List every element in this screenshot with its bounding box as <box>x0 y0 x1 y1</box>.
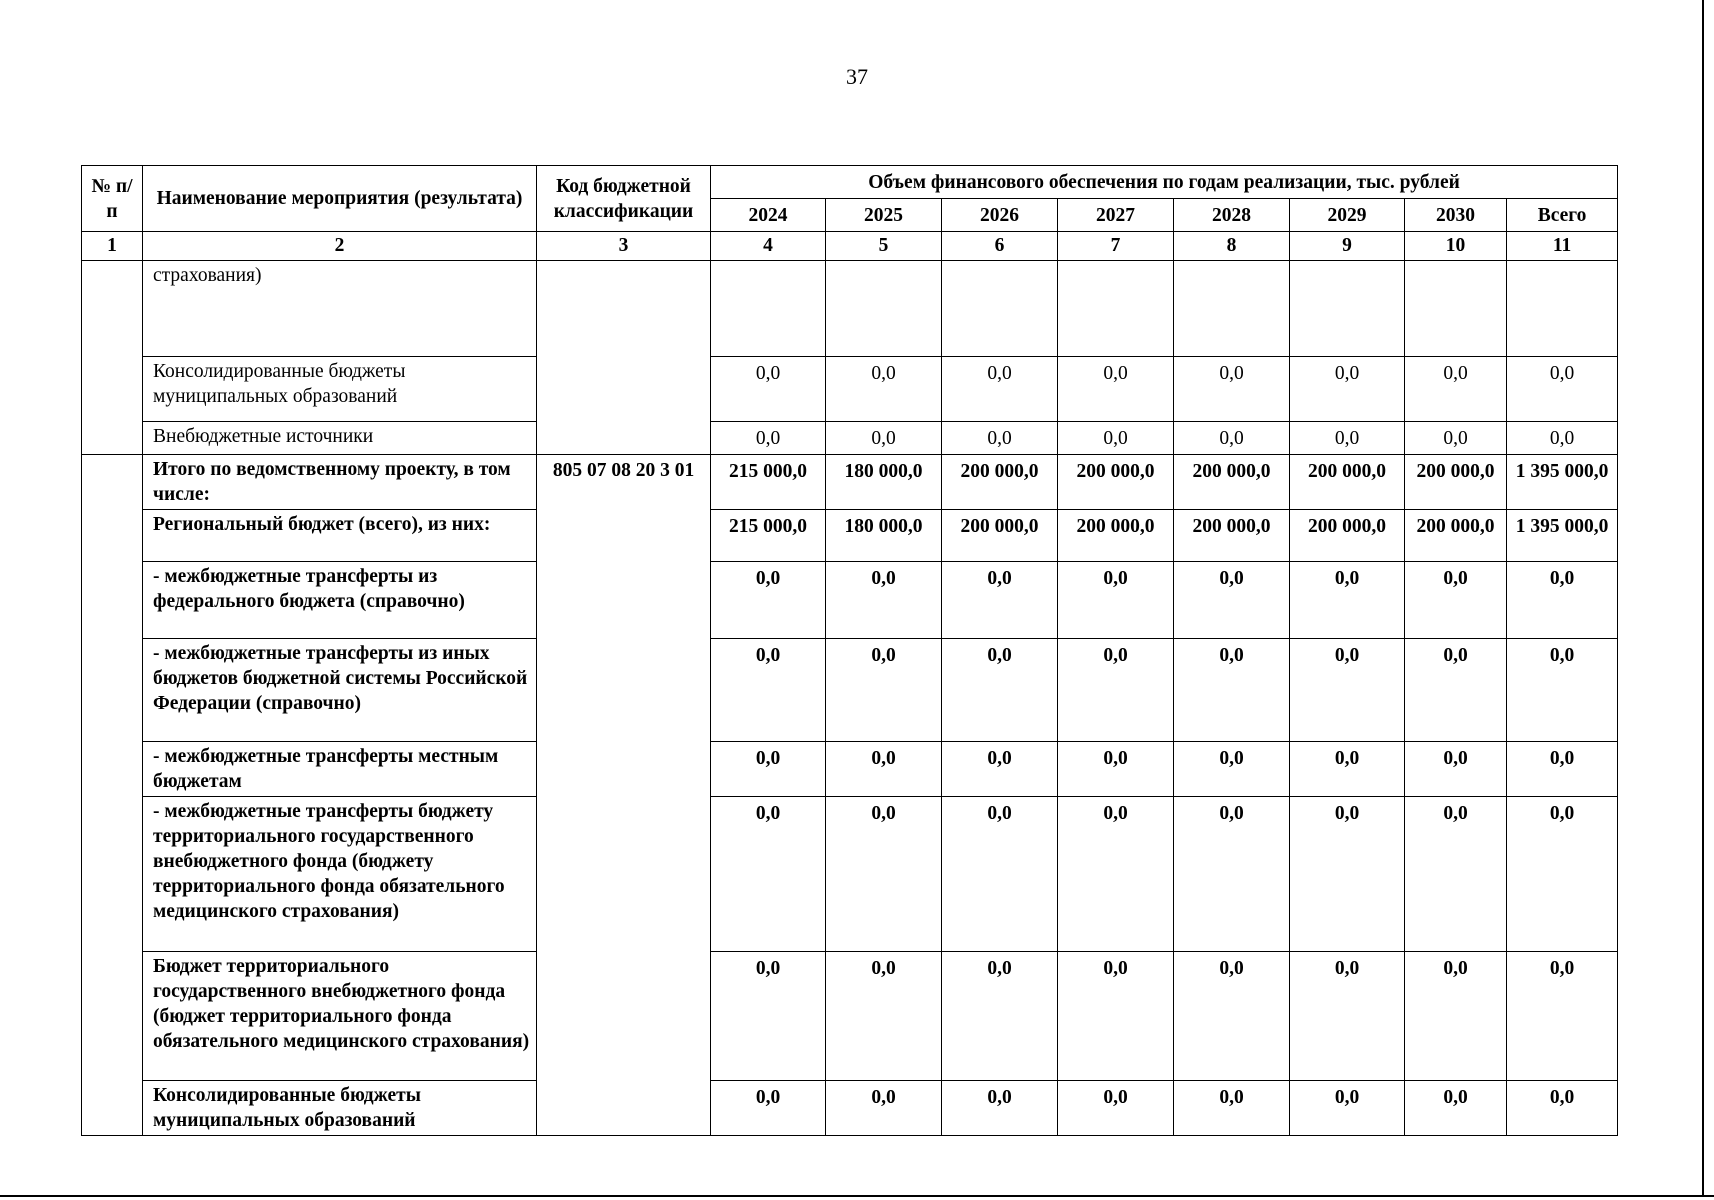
value-cell: 0,0 <box>1405 422 1507 455</box>
value-cell: 0,0 <box>1507 357 1618 422</box>
value-cell <box>826 261 942 357</box>
value-cell: 0,0 <box>1405 1081 1507 1136</box>
value-cell: 0,0 <box>1507 562 1618 639</box>
value-cell: 0,0 <box>1174 357 1290 422</box>
value-cell: 0,0 <box>1058 952 1174 1081</box>
code-cell <box>537 261 711 455</box>
value-cell: 0,0 <box>711 952 826 1081</box>
value-cell <box>942 261 1058 357</box>
value-cell: 0,0 <box>1290 639 1405 742</box>
value-cell: 0,0 <box>1405 952 1507 1081</box>
value-cell: 0,0 <box>1290 422 1405 455</box>
value-cell: 0,0 <box>711 742 826 797</box>
value-cell: 200 000,0 <box>942 510 1058 562</box>
value-cell: 0,0 <box>1290 952 1405 1081</box>
header-col-no: № п/п <box>82 166 143 232</box>
value-cell: 0,0 <box>826 357 942 422</box>
row-name: Консолидированные бюджеты муниципальных образований <box>143 1081 537 1136</box>
header-year: 2024 <box>711 199 826 232</box>
header-year: 2029 <box>1290 199 1405 232</box>
header-year: 2028 <box>1174 199 1290 232</box>
row-number-cell <box>82 261 143 455</box>
value-cell: 0,0 <box>1174 742 1290 797</box>
header-col-name: Наименование мероприятия (результата) <box>143 166 537 232</box>
column-index: 11 <box>1507 232 1618 261</box>
value-cell: 0,0 <box>1174 639 1290 742</box>
column-index: 8 <box>1174 232 1290 261</box>
value-cell: 0,0 <box>1058 1081 1174 1136</box>
value-cell: 0,0 <box>1290 562 1405 639</box>
table-row <box>82 952 1618 1081</box>
table-row <box>82 455 1618 510</box>
row-name: Итого по ведомственному проекту, в том числе: <box>143 455 537 510</box>
value-cell: 0,0 <box>1058 742 1174 797</box>
value-cell: 0,0 <box>1507 639 1618 742</box>
row-name: - межбюджетные трансферты местным бюджетам <box>143 742 537 797</box>
value-cell: 0,0 <box>1405 797 1507 952</box>
financing-table <box>81 165 1618 1136</box>
value-cell: 0,0 <box>711 797 826 952</box>
value-cell: 180 000,0 <box>826 510 942 562</box>
value-cell: 0,0 <box>1507 422 1618 455</box>
value-cell: 0,0 <box>826 742 942 797</box>
header-year: 2026 <box>942 199 1058 232</box>
value-cell: 0,0 <box>1174 797 1290 952</box>
header-col-code: Код бюджетной классификации <box>537 166 711 232</box>
row-name: Региональный бюджет (всего), из них: <box>143 510 537 562</box>
value-cell <box>711 261 826 357</box>
value-cell: 0,0 <box>1174 1081 1290 1136</box>
value-cell: 200 000,0 <box>942 455 1058 510</box>
value-cell: 0,0 <box>826 639 942 742</box>
value-cell: 0,0 <box>1290 357 1405 422</box>
value-cell: 0,0 <box>1058 357 1174 422</box>
page-number: 37 <box>846 64 868 89</box>
value-cell: 0,0 <box>1174 562 1290 639</box>
value-cell: 0,0 <box>1507 1081 1618 1136</box>
row-name: - межбюджетные трансферты из иных бюджетов бюджетной системы Российской Федерации (справочно) <box>143 639 537 742</box>
value-cell <box>1507 261 1618 357</box>
value-cell: 0,0 <box>942 639 1058 742</box>
value-cell: 0,0 <box>711 1081 826 1136</box>
row-name: страхования) <box>143 261 537 357</box>
value-cell: 0,0 <box>942 952 1058 1081</box>
value-cell: 0,0 <box>1405 742 1507 797</box>
value-cell: 0,0 <box>1405 639 1507 742</box>
table-row <box>82 1081 1618 1136</box>
value-cell: 0,0 <box>1290 1081 1405 1136</box>
row-name: - межбюджетные трансферты бюджету территориального государственного внебюджетного фонда (бюджету территориального фонда обязательного медицинского страхования) <box>143 797 537 952</box>
value-cell <box>1058 261 1174 357</box>
column-index: 1 <box>82 232 143 261</box>
value-cell: 0,0 <box>711 422 826 455</box>
scan-bottom-line <box>0 1195 1714 1197</box>
value-cell: 200 000,0 <box>1405 510 1507 562</box>
row-name: Внебюджетные источники <box>143 422 537 455</box>
value-cell: 200 000,0 <box>1058 510 1174 562</box>
value-cell: 0,0 <box>942 562 1058 639</box>
table-row <box>82 797 1618 952</box>
column-index: 10 <box>1405 232 1507 261</box>
header-col-volume: Объем финансового обеспечения по годам реализации, тыс. рублей <box>711 166 1618 199</box>
value-cell: 0,0 <box>1405 357 1507 422</box>
table-row <box>82 261 1618 357</box>
value-cell: 200 000,0 <box>1174 510 1290 562</box>
value-cell: 0,0 <box>1507 742 1618 797</box>
column-index: 9 <box>1290 232 1405 261</box>
value-cell: 0,0 <box>1174 422 1290 455</box>
header-total: Всего <box>1507 199 1618 232</box>
column-index: 3 <box>537 232 711 261</box>
row-name: - межбюджетные трансферты из федерального бюджета (справочно) <box>143 562 537 639</box>
value-cell: 1 395 000,0 <box>1507 510 1618 562</box>
table-row <box>82 639 1618 742</box>
value-cell: 0,0 <box>711 562 826 639</box>
row-name: Бюджет территориального государственного внебюджетного фонда (бюджет территориального фонда обязательного медицинского страхования) <box>143 952 537 1081</box>
value-cell: 0,0 <box>826 1081 942 1136</box>
value-cell: 0,0 <box>1058 562 1174 639</box>
budget-code: 805 07 08 20 3 01 <box>537 455 711 1136</box>
value-cell: 0,0 <box>1058 639 1174 742</box>
value-cell <box>1405 261 1507 357</box>
value-cell: 0,0 <box>1058 797 1174 952</box>
column-index: 5 <box>826 232 942 261</box>
value-cell: 0,0 <box>826 952 942 1081</box>
value-cell: 0,0 <box>1174 952 1290 1081</box>
value-cell: 0,0 <box>1405 562 1507 639</box>
table-row <box>82 742 1618 797</box>
value-cell: 0,0 <box>942 1081 1058 1136</box>
header-year: 2030 <box>1405 199 1507 232</box>
value-cell: 0,0 <box>942 422 1058 455</box>
header-year: 2025 <box>826 199 942 232</box>
value-cell: 0,0 <box>826 422 942 455</box>
value-cell: 0,0 <box>1507 797 1618 952</box>
column-index: 2 <box>143 232 537 261</box>
table-row <box>82 357 1618 422</box>
value-cell: 0,0 <box>826 797 942 952</box>
column-index: 6 <box>942 232 1058 261</box>
value-cell: 0,0 <box>711 639 826 742</box>
value-cell: 200 000,0 <box>1405 455 1507 510</box>
value-cell: 215 000,0 <box>711 455 826 510</box>
value-cell: 200 000,0 <box>1058 455 1174 510</box>
value-cell: 0,0 <box>1290 797 1405 952</box>
value-cell <box>1290 261 1405 357</box>
value-cell: 0,0 <box>942 797 1058 952</box>
table-row <box>82 562 1618 639</box>
value-cell: 0,0 <box>1507 952 1618 1081</box>
value-cell: 0,0 <box>942 742 1058 797</box>
value-cell: 215 000,0 <box>711 510 826 562</box>
row-number-cell <box>82 455 143 1136</box>
value-cell: 0,0 <box>942 357 1058 422</box>
table-row <box>82 422 1618 455</box>
column-index: 4 <box>711 232 826 261</box>
value-cell: 200 000,0 <box>1174 455 1290 510</box>
table-row <box>82 510 1618 562</box>
value-cell: 0,0 <box>1058 422 1174 455</box>
header-year: 2027 <box>1058 199 1174 232</box>
value-cell: 0,0 <box>711 357 826 422</box>
value-cell <box>1174 261 1290 357</box>
scan-edge-line <box>1702 0 1704 1195</box>
value-cell: 0,0 <box>826 562 942 639</box>
row-name: Консолидированные бюджеты муниципальных образований <box>143 357 537 422</box>
value-cell: 200 000,0 <box>1290 455 1405 510</box>
value-cell: 200 000,0 <box>1290 510 1405 562</box>
value-cell: 0,0 <box>1290 742 1405 797</box>
value-cell: 180 000,0 <box>826 455 942 510</box>
column-index: 7 <box>1058 232 1174 261</box>
value-cell: 1 395 000,0 <box>1507 455 1618 510</box>
